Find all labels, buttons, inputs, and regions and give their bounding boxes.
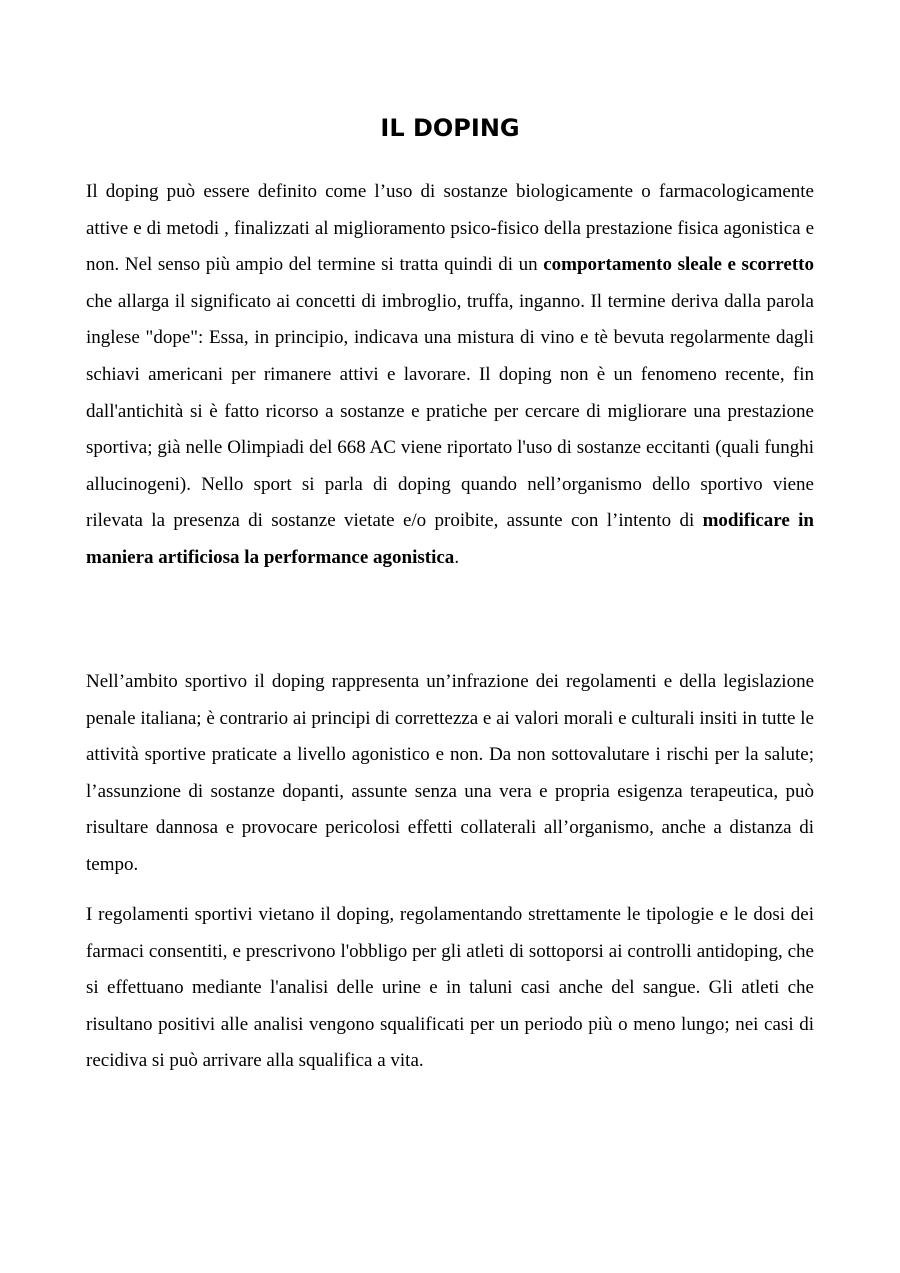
paragraph-definition xyxy=(86,174,814,577)
paragraph-text: che allarga il significato ai concetti di imbroglio, truffa, inganno. Il termine deriva dalla parola inglese "dope": Essa, in principio, indicava una mistura di vino e tè bevuta regolarmente dagli schiavi americani per rimanere attivi e lavorare. Il doping non è un fenomeno recente, fin dall'antichità si è fatto ricorso a sostanze e pratiche per cercare di migliorare una prestazione sportiva; già nelle Olimpiadi del 668 AC viene riportato l'uso di sostanze eccitanti (quali funghi allucinogeni). Nello sport si parla di doping quando nell’organismo dello sportivo viene rilevata la presenza di sostanze vietate e/o proibite, assunte con l’intento di xyxy=(86,290,814,532)
paragraph-text: . xyxy=(454,546,460,568)
page-title: IL DOPING xyxy=(380,114,520,142)
paragraph-sport-context: Nell’ambito sportivo il doping rappresenta un’infrazione dei regolamenti e della legislazione penale italiana; è contrario ai principi di correttezza e ai valori morali e culturali insiti in tutte le attività sportive praticate a livello agonistico e non. Da non sottovalutare i rischi per la salute; l’assunzione di sostanze dopanti, assunte senza una vera e propria esigenza terapeutica, può risultare dannosa e provocare pericolosi effetti collaterali all’organismo, anche a distanza di tempo. xyxy=(86,671,814,875)
bold-phrase: modificare in maniera artificiosa la performance agonistica xyxy=(86,510,814,568)
paragraph-text: Il doping può essere definito come l’uso di sostanze biologicamente o farmacologicamente attive e di metodi , finalizzati al miglioramento psico-fisico della prestazione fisica agonistica e non. Nel senso più ampio del termine si tratta quindi di un xyxy=(86,181,814,276)
bold-phrase: comportamento sleale e scorretto xyxy=(543,254,814,276)
paragraph-regulations: I regolamenti sportivi vietano il doping, regolamentando strettamente le tipologie e le dosi dei farmaci consentiti, e prescrivono l'obbligo per gli atleti di sottoporsi ai controlli antidoping, che si effettuano mediante l'analisi delle urine e in taluni casi anche del sangue. Gli atleti che risultano positivi alle analisi vengono squalificati per un periodo più o meno lungo; nei casi di recidiva si può arrivare alla squalifica a vita. xyxy=(86,904,814,1072)
